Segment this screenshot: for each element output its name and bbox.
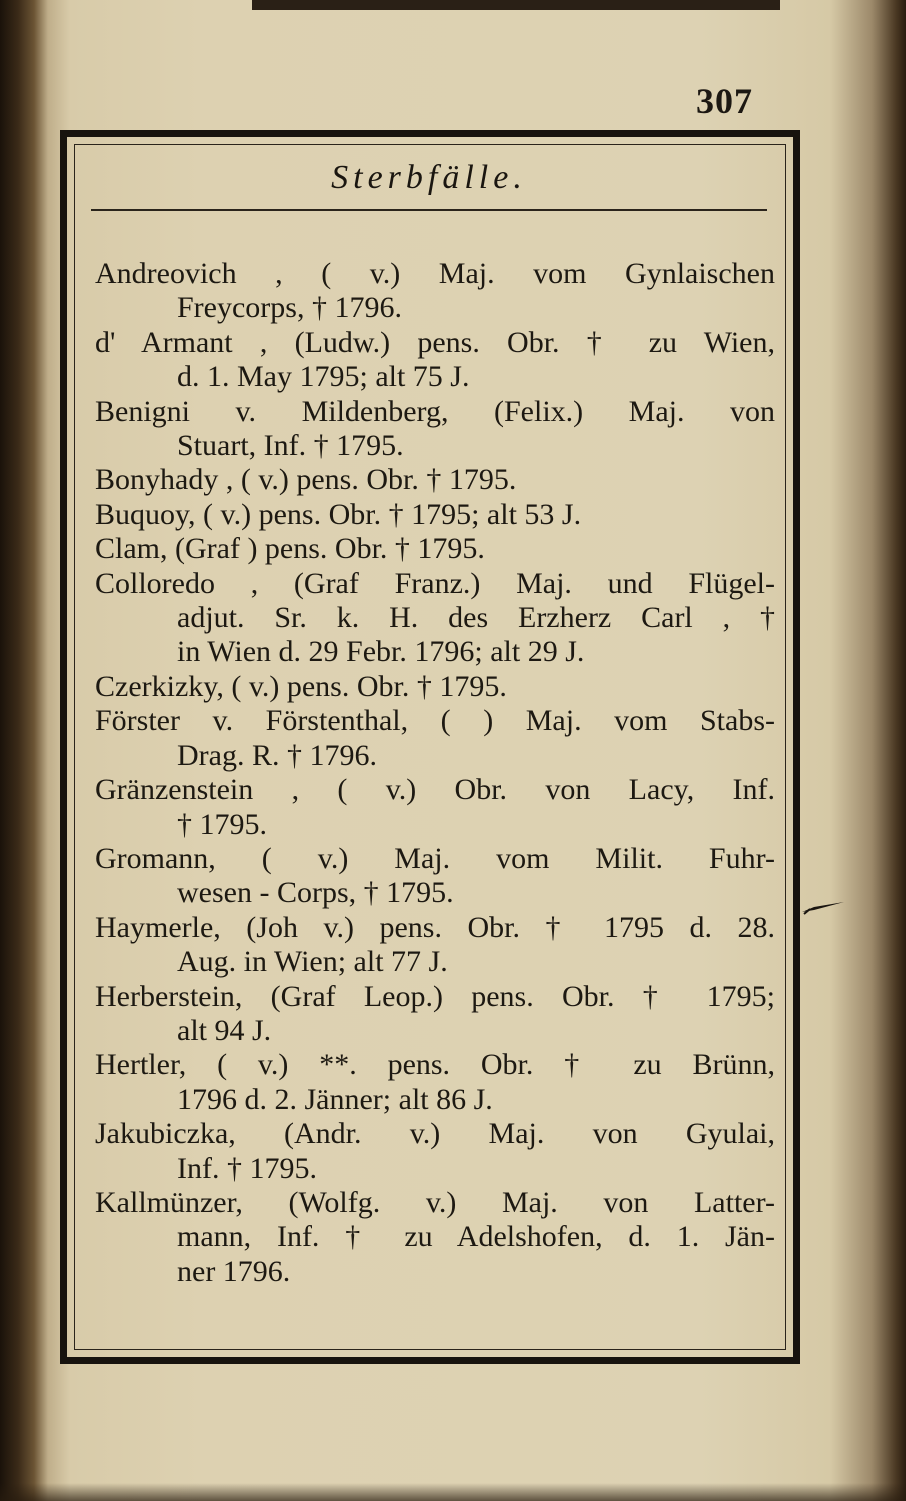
entry-line: Herberstein, (Graf Leop.) pens. Obr. † 1795;	[95, 979, 775, 1013]
entry-line: Colloredo , (Graf Franz.) Maj. und Flügel-	[95, 566, 775, 600]
entry-line: Andreovich , ( v.) Maj. vom Gynlaischen	[95, 257, 775, 290]
entry-line: Förster v. Förstenthal, ( ) Maj. vom Stabs-	[95, 704, 775, 738]
entry-continuation-line: † 1795.	[177, 807, 267, 841]
death-entries-list	[95, 257, 775, 1289]
entry-line: Czerkizky, ( v.) pens. Obr. † 1795.	[95, 669, 507, 703]
entry-continuation-line: Inf. † 1795.	[177, 1151, 317, 1185]
binding-strip	[252, 0, 780, 10]
page-number: 307	[696, 81, 753, 121]
entry-continuation-line: d. 1. May 1795; alt 75 J.	[177, 360, 470, 394]
section-heading: Sterbfälle.	[331, 159, 527, 196]
entry-continuation-line: Aug. in Wien; alt 77 J.	[177, 945, 448, 979]
entry-continuation-line: Freycorps, † 1796.	[177, 291, 402, 325]
entry-line: Bonyhady , ( v.) pens. Obr. † 1795.	[95, 463, 517, 497]
entry-line: Gromann, ( v.) Maj. vom Milit. Fuhr-	[95, 841, 775, 875]
pointer-mark-icon	[800, 898, 846, 918]
entry-continuation-line: Stuart, Inf. † 1795.	[177, 429, 404, 463]
entry-line: Hertler, ( v.) **. pens. Obr. † zu Brünn,	[95, 1048, 775, 1082]
entry-line: Haymerle, (Joh v.) pens. Obr. † 1795 d. 28.	[95, 910, 775, 944]
entry-continuation-line: ner 1796.	[177, 1254, 291, 1288]
page-bottom-shadow	[0, 1483, 906, 1501]
entry-line: Buquoy, ( v.) pens. Obr. † 1795; alt 53 J.	[95, 497, 582, 531]
entry-continuation-line: alt 94 J.	[177, 1013, 272, 1047]
entry-continuation-line: Drag. R. † 1796.	[177, 738, 377, 772]
entry-line: Jakubiczka, (Andr. v.) Maj. von Gyulai,	[95, 1117, 775, 1151]
text-frame	[60, 130, 800, 1364]
heading-rule	[91, 209, 767, 211]
entry-line: Benigni v. Mildenberg, (Felix.) Maj. von	[95, 394, 775, 428]
entry-continuation-line: wesen - Corps, † 1795.	[177, 876, 454, 910]
entry-line: Clam, (Graf ) pens. Obr. † 1795.	[95, 532, 485, 566]
entry-line: Kallmünzer, (Wolfg. v.) Maj. von Latter-	[95, 1185, 775, 1219]
entry-continuation-line: 1796 d. 2. Jänner; alt 86 J.	[177, 1082, 493, 1116]
entry-line: d' Armant , (Ludw.) pens. Obr. † zu Wien,	[95, 325, 775, 359]
entry-continuation-line: mann, Inf. † zu Adelshofen, d. 1. Jän-	[177, 1220, 775, 1254]
entry-continuation-line: adjut. Sr. k. H. des Erzherz Carl , †	[177, 601, 775, 635]
entry-line: Gränzenstein , ( v.) Obr. von Lacy, Inf.	[95, 773, 775, 807]
entry-continuation-line: in Wien d. 29 Febr. 1796; alt 29 J.	[177, 635, 585, 669]
